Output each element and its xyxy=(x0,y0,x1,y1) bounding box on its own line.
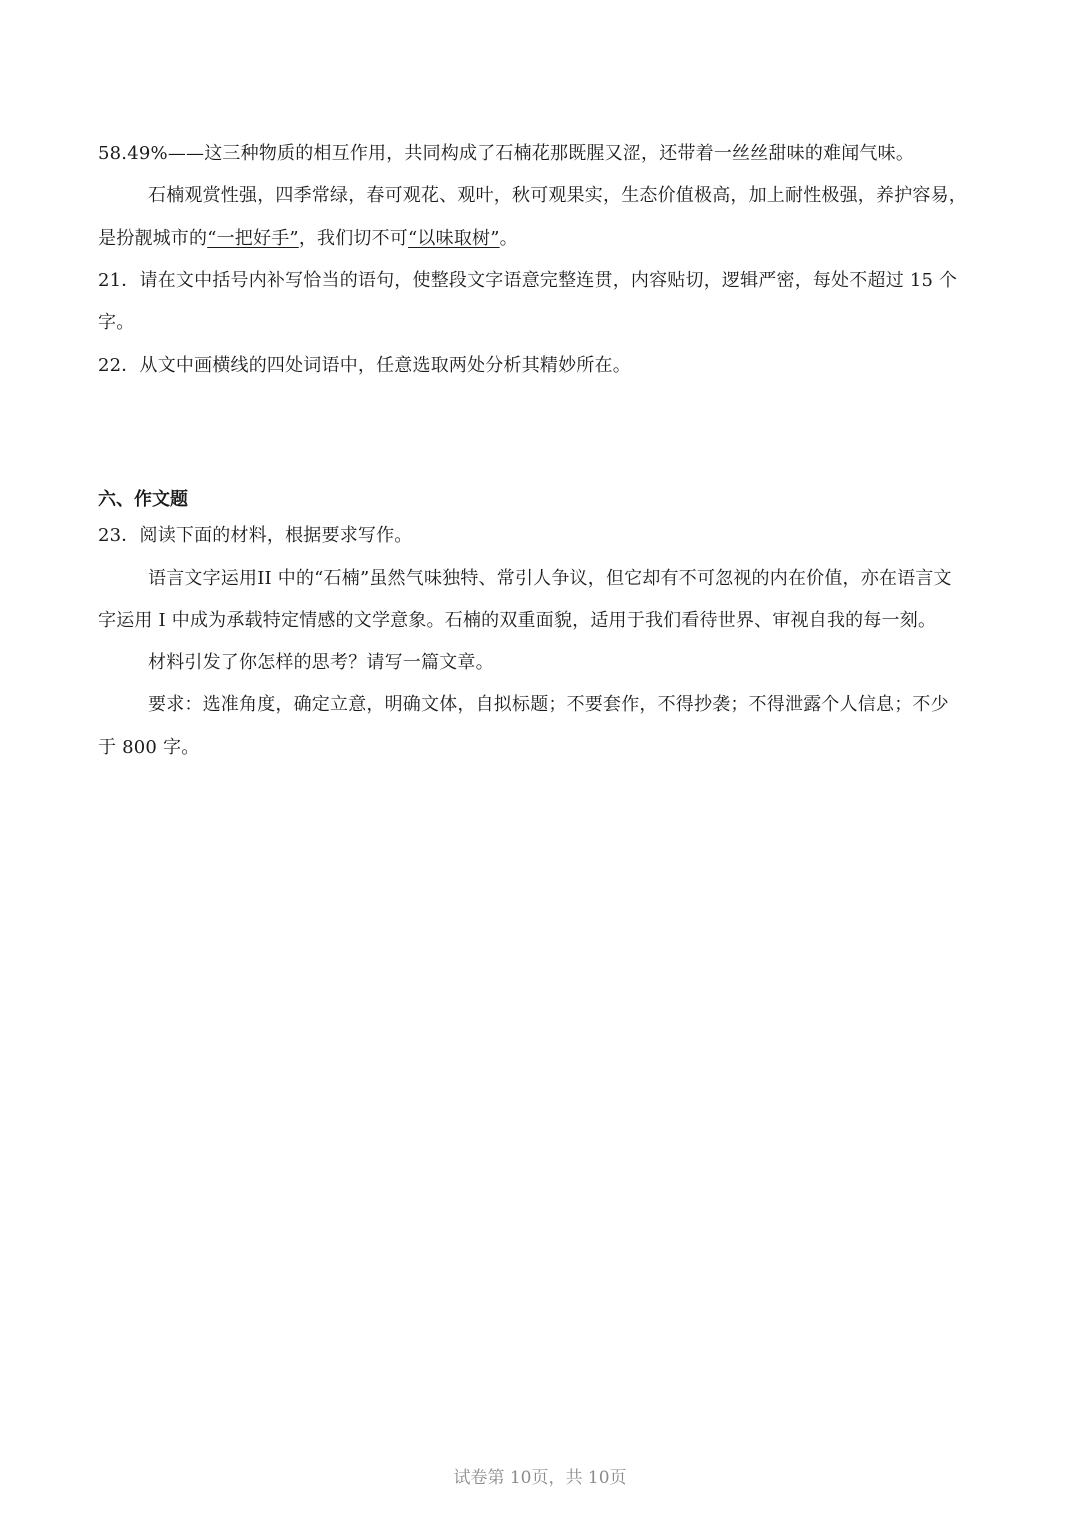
question-22: 22．从文中画横线的四处词语中，任意选取两处分析其精妙所在。 xyxy=(98,355,631,376)
material-line-1: 语言文字运用II 中的“石楠”虽然气味独特、常引人争议，但它却有不可忽视的内在价值，亦在语言文 xyxy=(148,568,952,589)
requirement-line-2: 于 800 字。 xyxy=(98,737,200,758)
paragraph-text-c: 。 xyxy=(499,228,518,249)
essay-prompt: 材料引发了你怎样的思考？请写一篇文章。 xyxy=(148,652,494,673)
requirement-line-1: 要求：选准角度，确定立意，明确文体，自拟标题；不要套作，不得抄袭；不得泄露个人信息；不少 xyxy=(148,694,949,715)
underlined-phrase-2: “以味取树” xyxy=(408,228,500,249)
underlined-phrase-1: “一把好手” xyxy=(207,228,299,249)
question-21-line-2: 字。 xyxy=(98,312,135,333)
paragraph-line-2 xyxy=(98,227,984,251)
paragraph-line-1: 石楠观赏性强，四季常绿，春可观花、观叶，秋可观果实，生态价值极高，加上耐性极强，养护容易， xyxy=(148,185,967,206)
question-23: 23．阅读下面的材料，根据要求写作。 xyxy=(98,525,413,546)
paragraph-text-b: ，我们切不可 xyxy=(298,228,409,249)
material-line-2: 字运用 I 中成为承载特定情感的文学意象。石楠的双重面貌，适用于我们看待世界、审视自我的每一刻。 xyxy=(98,610,937,631)
paragraph-text-a: 是扮靓城市的 xyxy=(98,228,208,249)
page-footer: 试卷第 10页，共 10页 xyxy=(453,1468,627,1488)
continuation-line: 58.49%——这三种物质的相互作用，共同构成了石楠花那既腥又涩，还带着一丝丝甜味的难闻气味。 xyxy=(98,143,915,164)
question-21-line-1: 21．请在文中括号内补写恰当的语句，使整段文字语意完整连贯，内容贴切，逻辑严密，每处不超过 15 个 xyxy=(98,270,958,291)
section-heading: 六、作文题 xyxy=(98,489,188,510)
